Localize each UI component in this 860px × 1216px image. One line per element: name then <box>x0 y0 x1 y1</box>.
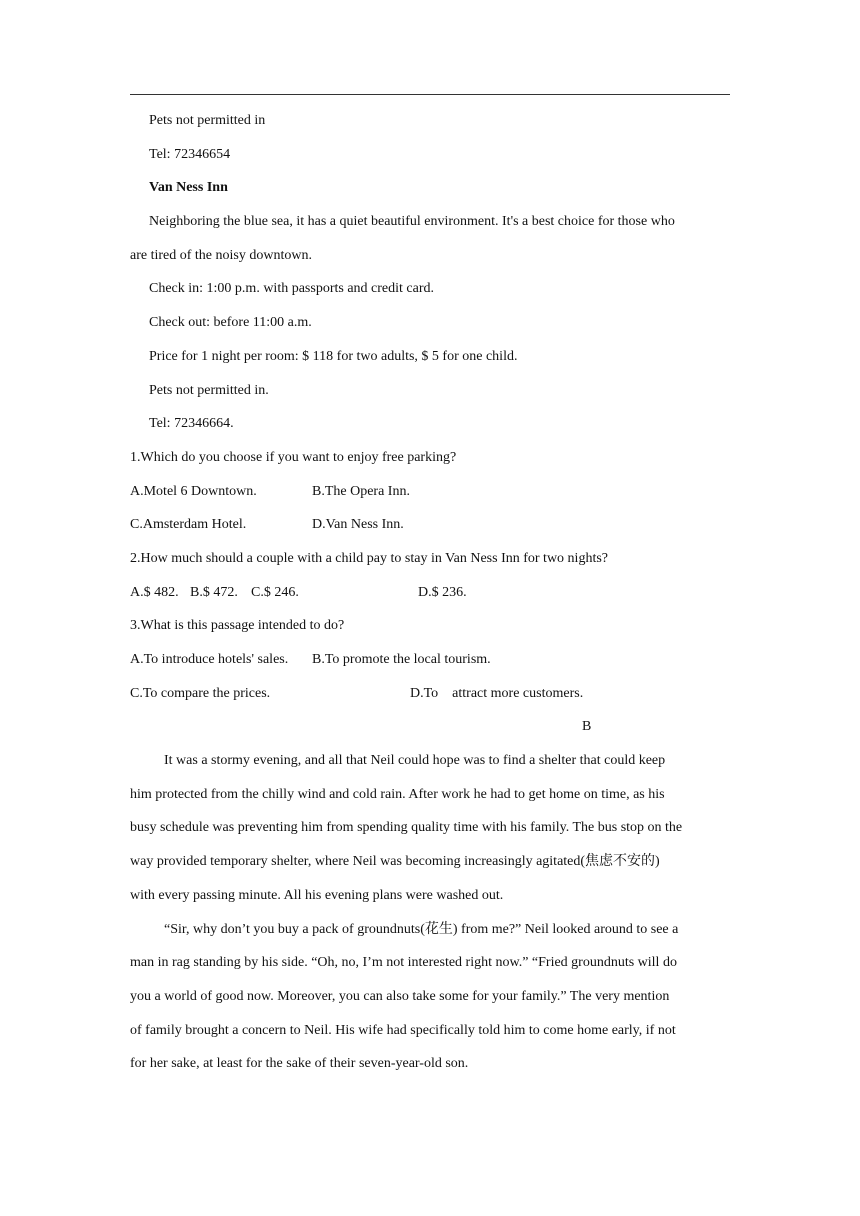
price-line: Price for 1 night per room: $ 118 for two adults, $ 5 for one child. <box>149 348 518 364</box>
passage-para-1-line-4: way provided temporary shelter, where Neil was becoming increasingly agitated(焦虑不安的) <box>130 854 660 870</box>
question-1: 1.Which do you choose if you want to enjoy free parking? <box>130 449 457 465</box>
passage-para-2-line-5: for her sake, at least for the sake of their seven-year-old son. <box>130 1056 469 1072</box>
passage-para-2-line-2: man in rag standing by his side. “Oh, no, I’m not interested right now.” “Fried groundnuts will do <box>130 955 677 971</box>
question-2: 2.How much should a couple with a child pay to stay in Van Ness Inn for two nights? <box>130 550 609 566</box>
passage-para-2-line-3: you a world of good now. Moreover, you can also take some for your family.” The very mention <box>130 988 670 1004</box>
q1-option-b: B.The Opera Inn. <box>312 483 410 499</box>
question-3: 3.What is this passage intended to do? <box>130 618 345 634</box>
hotel-desc-line-1: Neighboring the blue sea, it has a quiet beautiful environment. It's a best choice for those who <box>149 214 675 230</box>
question-1-options-row-1 <box>130 481 730 515</box>
q3-option-c: C.To compare the prices. <box>130 685 271 701</box>
q2-option-a: A.$ 482. <box>130 584 179 600</box>
passage-para-1-line-2: him protected from the chilly wind and cold rain. After work he had to get home on time, as his <box>130 786 665 802</box>
question-3-options-row-2 <box>130 683 730 717</box>
passage-para-2-line-1: “Sir, why don’t you buy a pack of groundnuts(花生) from me?” Neil looked around to see a <box>164 921 679 937</box>
prev-tel-line: Tel: 72346654 <box>149 146 231 162</box>
passage-para-2-line-4: of family brought a concern to Neil. His wife had specifically told him to come home early, if not <box>130 1022 676 1038</box>
question-1-options-row-2 <box>130 514 730 548</box>
prev-pets-line: Pets not permitted in <box>149 113 266 128</box>
hotel-name-heading: Van Ness Inn <box>149 180 228 196</box>
check-in-line: Check in: 1:00 p.m. with passports and credit card. <box>149 281 434 297</box>
passage-para-1-line-3: busy schedule was preventing him from spending quality time with his family. The bus stop on the <box>130 820 683 836</box>
header-rule <box>130 94 730 95</box>
q3-option-d: D.To attract more customers. <box>410 685 584 701</box>
q2-option-b: B.$ 472. <box>190 584 238 600</box>
pets-line: Pets not permitted in. <box>149 382 269 398</box>
q1-option-d: D.Van Ness Inn. <box>312 517 404 533</box>
q3-option-b: B.To promote the local tourism. <box>312 652 491 667</box>
q2-option-d: D.$ 236. <box>418 584 467 600</box>
check-out-line: Check out: before 11:00 a.m. <box>149 315 312 331</box>
q2-option-c: C.$ 246. <box>251 584 299 600</box>
passage-para-1-line-5: with every passing minute. All his evening plans were washed out. <box>130 887 504 903</box>
tel-line: Tel: 72346664. <box>149 416 234 432</box>
document-page <box>130 110 730 1087</box>
question-3-options-row-1 <box>130 649 730 683</box>
q1-option-a: A.Motel 6 Downtown. <box>130 483 257 499</box>
passage-para-1-line-1: It was a stormy evening, and all that Neil could hope was to find a shelter that could keep <box>164 753 666 769</box>
hotel-desc-line-2: are tired of the noisy downtown. <box>130 247 312 263</box>
q1-option-c: C.Amsterdam Hotel. <box>130 517 247 533</box>
question-2-options-row <box>130 582 730 616</box>
section-b-label: B <box>582 719 592 735</box>
q3-option-a: A.To introduce hotels' sales. <box>130 652 289 667</box>
